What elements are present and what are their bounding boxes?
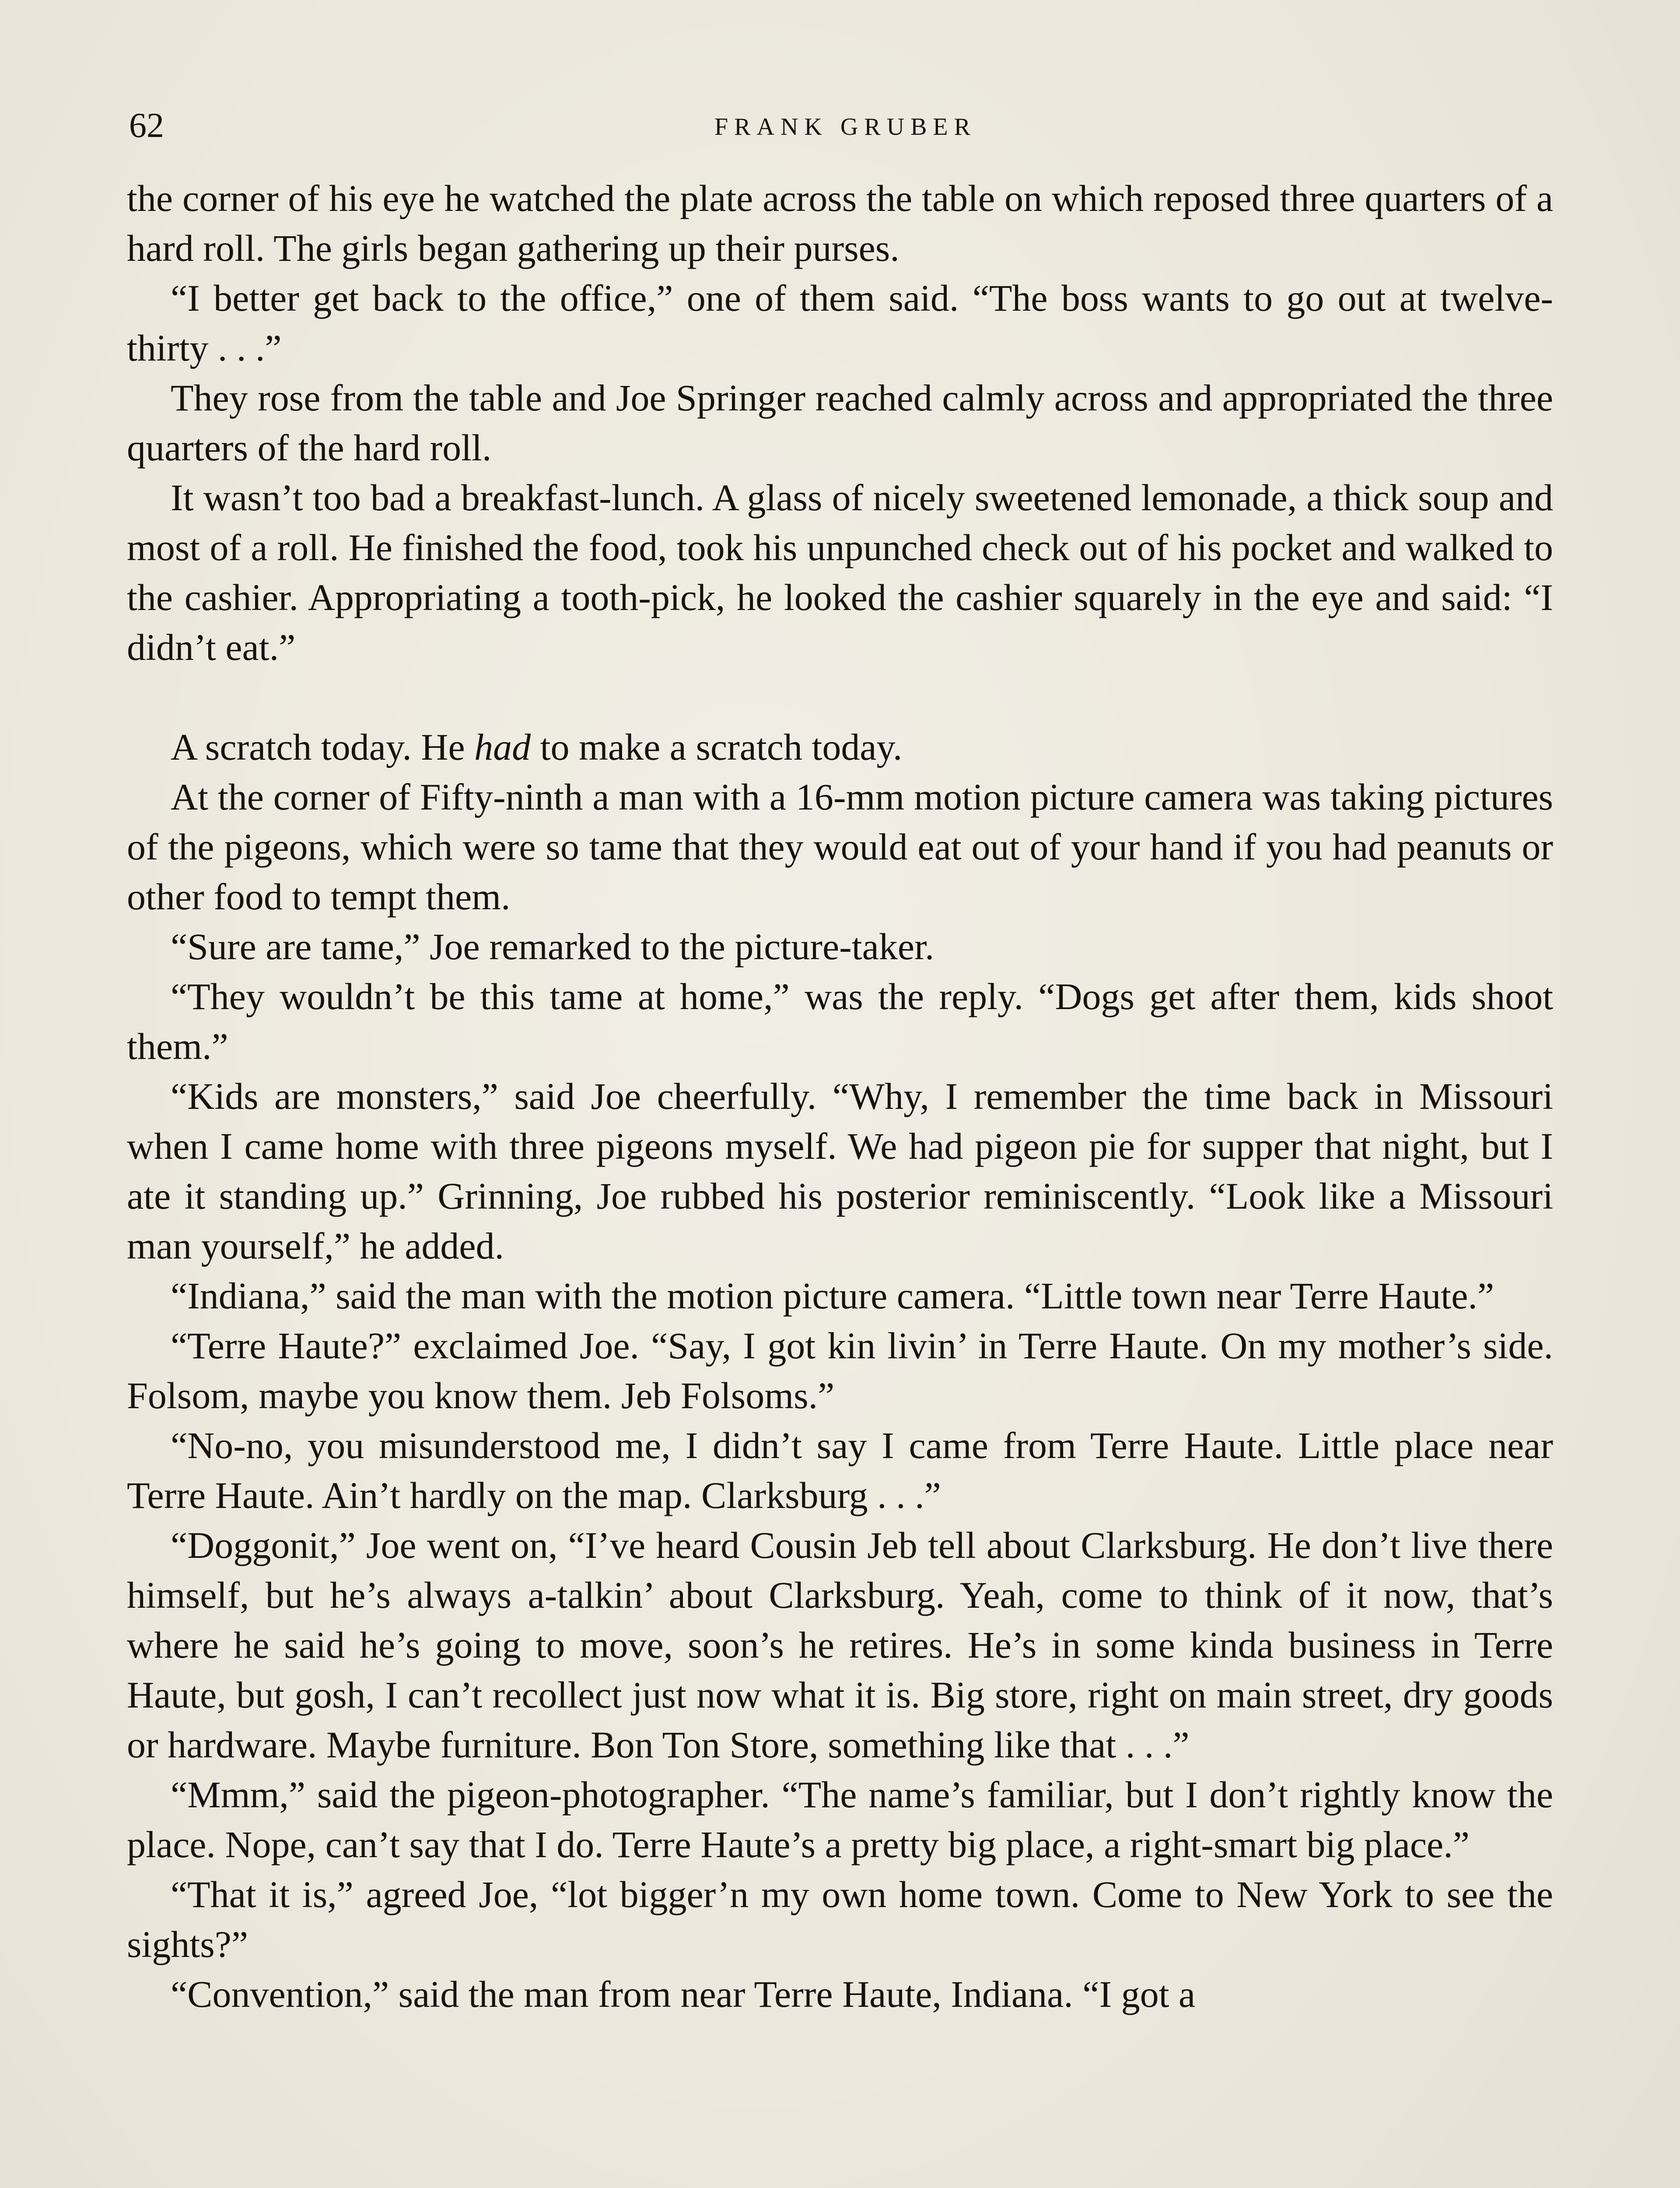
paragraph: They rose from the table and Joe Springer reached calmly across and appropriated the three quarters of the hard roll. [127,377,1553,469]
paragraph: It wasn’t too bad a breakfast-lunch. A glass of nicely sweetened lemonade, a thick soup and most of a roll. He finished the food, took his unpunched check out of his pocket and walked to the cashier. Appropriating a tooth-pick, he looked the cashier squarely in the eye and said: “I didn’t eat.” [127,477,1553,668]
paragraph: “Mmm,” said the pigeon-photographer. “The name’s familiar, but I don’t rightly know the place. Nope, can’t say that I do. Terre Haute’s a pretty big place, a right-smart big place.” [127,1774,1553,1865]
italic-emphasis: had [474,726,531,768]
paragraph: At the corner of Fifty-ninth a man with a 16-mm motion picture camera was taking pictures of the pigeons, which were so tame that they would eat out of your hand if you had peanuts or other food to tempt them. [127,776,1553,918]
paragraph: “Convention,” said the man from near Terre Haute, Indiana. “I got a [171,1973,1196,2015]
paragraph: “They wouldn’t be this tame at home,” was the reply. “Dogs get after them, kids shoot them.” [127,975,1553,1067]
paragraph: “Doggonit,” Joe went on, “I’ve heard Cousin Jeb tell about Clarksburg. He don’t live there himself, but he’s always a-talkin’ about Clarksburg. Yeah, come to think of it now, that’s where he said he’s going to move, soon’s he retires. He’s in some kinda business in Terre Haute, but gosh, I can’t recollect just now what it is. Big store, right on main street, dry goods or hardware. Maybe furniture. Bon Ton Store, something like that . . .” [127,1524,1553,1766]
paragraph: “Terre Haute?” exclaimed Joe. “Say, I got kin livin’ in Terre Haute. On my mother’s side. Folsom, maybe you know them. Jeb Folsoms.” [127,1325,1553,1417]
paragraph: “Sure are tame,” Joe remarked to the picture-taker. [171,926,934,968]
paragraph: “That it is,” agreed Joe, “lot bigger’n my own home town. Come to New York to see the sights?” [127,1873,1553,1965]
paragraph: the corner of his eye he watched the plate across the table on which reposed three quarters of a hard roll. The girls began gathering up their purses. [127,177,1553,269]
body-text [127,173,1553,2019]
running-head-author: FRANK GRUBER [714,113,976,140]
paragraph: “Kids are monsters,” said Joe cheerfully. “Why, I remember the time back in Missouri when I came home with three pigeons myself. We had pigeon pie for supper that night, but I ate it standing up.” Grinning, Joe rubbed his posterior reminiscently. “Look like a Missouri man yourself,” he added. [127,1075,1553,1267]
paragraph: “Indiana,” said the man with the motion picture camera. “Little town near Terre Haute.” [171,1275,1494,1317]
paragraph: “No-no, you misunderstood me, I didn’t say I came from Terre Haute. Little place near Terre Haute. Ain’t hardly on the map. Clarksburg . . .” [127,1424,1553,1516]
text-run: A scratch today. He [171,726,475,768]
text-run: to make a scratch today. [531,726,903,768]
paragraph-section-start [127,722,1553,772]
page-number: 62 [129,106,164,145]
running-head [129,102,1562,150]
paragraph: “I better get back to the office,” one of them said. “The boss wants to go out at twelve-thirty . . .” [127,277,1553,369]
